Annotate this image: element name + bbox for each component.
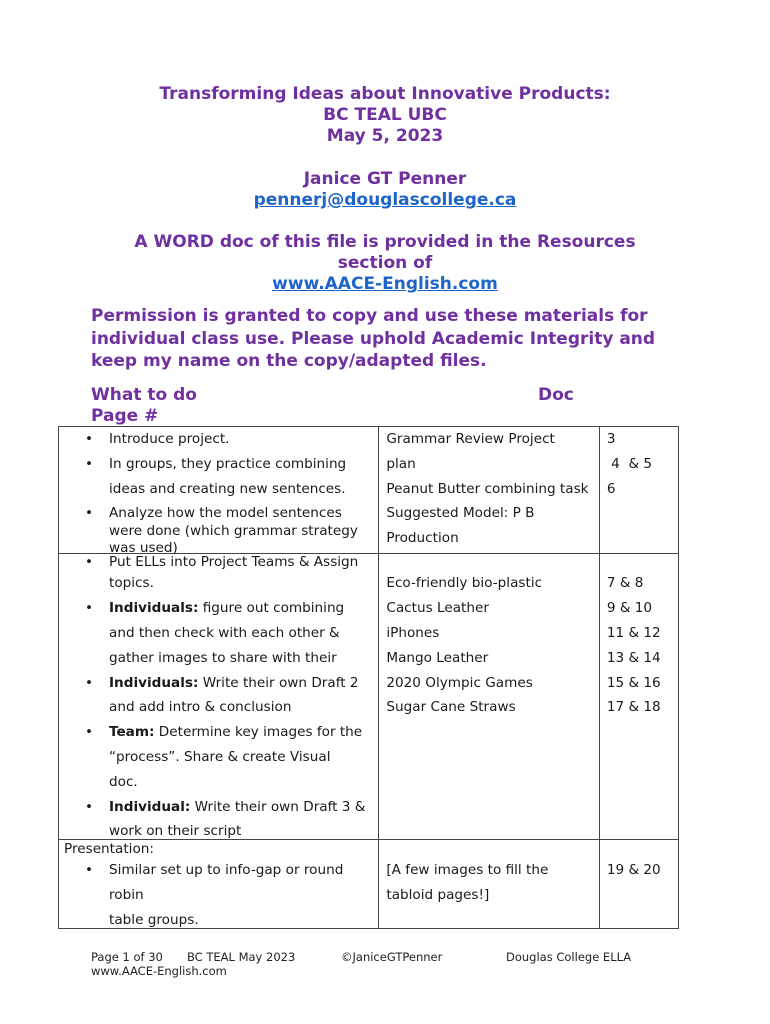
page-number: 13 & 14 bbox=[606, 649, 661, 666]
page-number: 3 bbox=[606, 431, 616, 447]
list-item bbox=[59, 720, 378, 745]
doc-item: Peanut Butter combining task bbox=[386, 480, 589, 497]
page-number: 4 & 5 bbox=[606, 455, 653, 472]
activity-cell bbox=[59, 840, 379, 929]
activity-cell bbox=[59, 554, 379, 840]
header-doc: Doc bbox=[538, 385, 574, 405]
page-number: 11 & 12 bbox=[606, 624, 661, 641]
doc-cell bbox=[379, 840, 599, 929]
list-item-continued: topics. bbox=[109, 575, 154, 592]
title-line-1: Transforming Ideas about Innovative Products: bbox=[159, 84, 611, 104]
doc-item: iPhones bbox=[386, 624, 440, 641]
page-number: 9 & 10 bbox=[606, 600, 653, 617]
header-what-to-do: What to do bbox=[91, 385, 197, 405]
role-label: Individuals: bbox=[109, 674, 199, 691]
doc-item: tabloid pages!] bbox=[386, 887, 490, 904]
list-item-continued: gather images to share with their bbox=[109, 649, 337, 666]
list-item-text: Write their own Draft 3 & bbox=[190, 798, 366, 815]
footer-event: BC TEAL May 2023 bbox=[187, 950, 296, 964]
header-page: Page # bbox=[91, 406, 159, 426]
doc-item: plan bbox=[386, 455, 416, 472]
list-item-continued: table groups. bbox=[109, 911, 199, 928]
website-link[interactable]: www.AACE-English.com bbox=[272, 274, 498, 294]
list-item bbox=[59, 795, 378, 820]
list-item bbox=[59, 596, 378, 621]
doc-item: Grammar Review Project bbox=[386, 431, 555, 447]
page-cell bbox=[599, 427, 678, 554]
footer-organization: Douglas College ELLA bbox=[506, 950, 632, 964]
footer-copyright: ©JaniceGTPenner bbox=[341, 950, 443, 964]
title-line-2: BC TEAL UBC bbox=[323, 105, 447, 125]
list-item: • Put ELLs into Project Teams & Assign bbox=[59, 554, 378, 571]
page-number: 17 & 18 bbox=[606, 699, 661, 716]
doc-item: Eco-friendly bio-plastic bbox=[386, 575, 543, 592]
list-item-continued: “process”. Share & create Visual bbox=[109, 748, 331, 765]
list-item-continued: doc. bbox=[109, 773, 138, 790]
page-cell bbox=[599, 554, 678, 840]
list-item-continued: robin bbox=[109, 887, 144, 904]
list-item-text: Write their own Draft 2 bbox=[198, 674, 359, 691]
author-name: Janice GT Penner bbox=[303, 169, 467, 189]
footer-page-number: Page 1 of 30 bbox=[91, 950, 163, 964]
doc-item: Mango Leather bbox=[386, 649, 489, 666]
doc-item: Cactus Leather bbox=[386, 600, 489, 617]
list-item bbox=[59, 671, 378, 696]
lesson-plan-table bbox=[58, 426, 679, 929]
list-item-text: Determine key images for the bbox=[154, 724, 363, 741]
presentation-heading: Presentation: bbox=[64, 841, 154, 858]
page-number: 15 & 16 bbox=[606, 674, 661, 691]
doc-item: Suggested Model: P B bbox=[386, 505, 535, 522]
list-item-text: figure out combining bbox=[198, 600, 345, 617]
footer-website: www.AACE-English.com bbox=[91, 964, 227, 978]
doc-item: Production bbox=[386, 530, 459, 547]
notice-line-1: A WORD doc of this file is provided in the Resources bbox=[134, 232, 636, 252]
list-item: • Introduce project. bbox=[59, 427, 378, 452]
role-label: Individual: bbox=[109, 798, 191, 815]
table-row bbox=[59, 840, 679, 929]
list-item: • In groups, they practice combining bbox=[59, 452, 378, 477]
doc-cell bbox=[379, 427, 599, 554]
table-row bbox=[59, 554, 679, 840]
role-label: Individuals: bbox=[109, 600, 199, 617]
list-item: • Similar set up to info-gap or round bbox=[59, 858, 378, 883]
table-row bbox=[59, 427, 679, 554]
page-number: 7 & 8 bbox=[606, 575, 644, 592]
permission-statement: Permission is granted to copy and use these materials for individual class use. Please uphold Academic Integrity and keep my name on the copy/adapted files. bbox=[91, 306, 656, 371]
page-number: 19 & 20 bbox=[606, 862, 661, 879]
doc-item: [A few images to fill the bbox=[386, 862, 549, 879]
doc-item: Sugar Cane Straws bbox=[386, 699, 516, 716]
title-line-3: May 5, 2023 bbox=[326, 126, 444, 146]
doc-cell bbox=[379, 554, 599, 840]
doc-item: 2020 Olympic Games bbox=[386, 674, 533, 691]
notice-line-2: section of bbox=[337, 253, 433, 273]
page-number: 6 bbox=[606, 480, 616, 497]
list-item-continued: and add intro & conclusion bbox=[109, 699, 292, 716]
list-item-continued: and then check with each other & bbox=[109, 624, 340, 641]
page-cell bbox=[599, 840, 678, 929]
list-item-continued: ideas and creating new sentences. bbox=[109, 480, 346, 497]
list-item-continued: work on their script bbox=[109, 823, 242, 840]
activity-cell bbox=[59, 427, 379, 557]
list-item: • Analyze how the model sentences were done (which grammar strategy was used) bbox=[59, 501, 378, 553]
role-label: Team: bbox=[109, 724, 155, 741]
author-email-link[interactable]: pennerj@douglascollege.ca bbox=[253, 190, 517, 210]
